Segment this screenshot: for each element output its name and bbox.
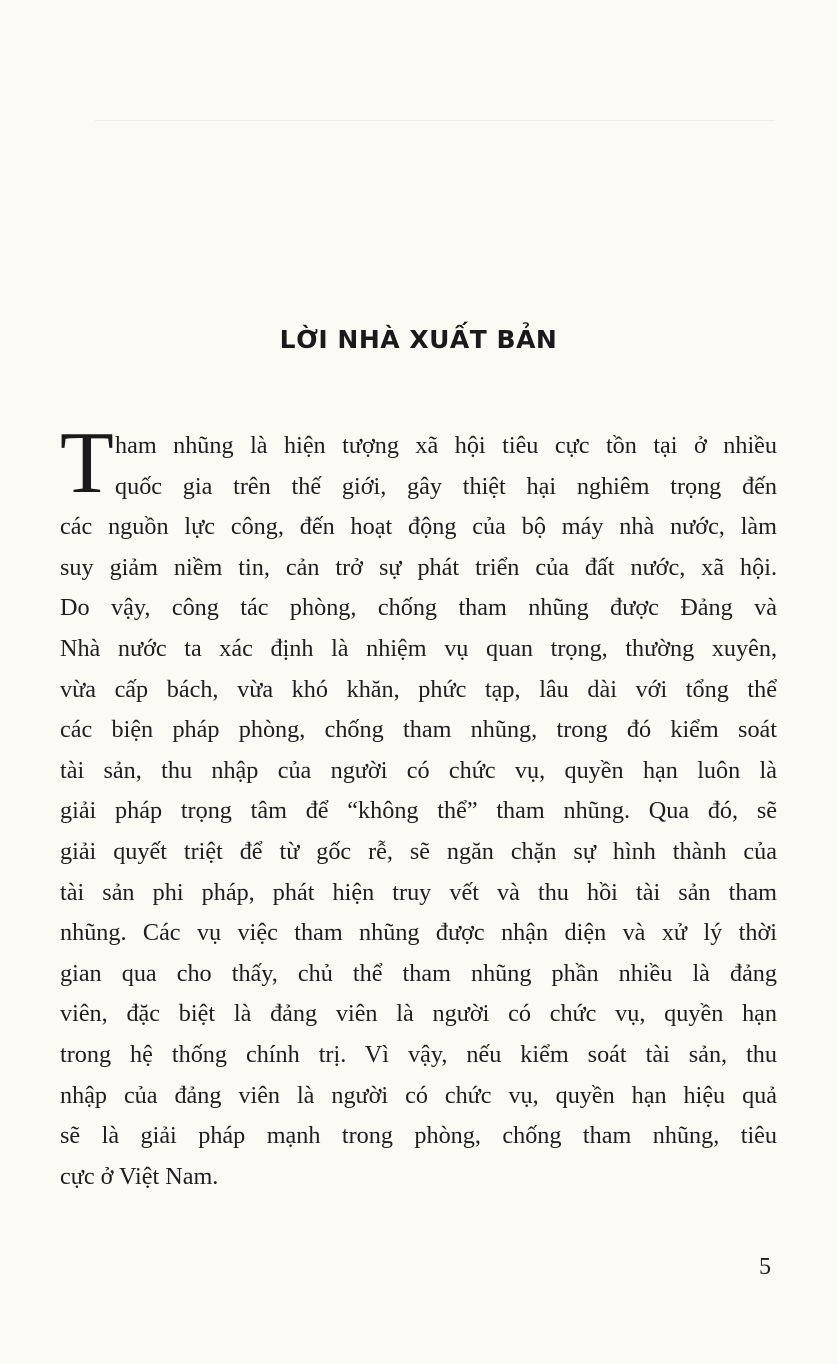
paragraph-line: các nguồn lực công, đến hoạt động của bộ máy nhà nước, làm [60,513,777,541]
page-number: 5 [759,1254,771,1280]
paragraph-line: tài sản, thu nhập của người có chức vụ, quyền hạn luôn là [60,756,777,784]
paragraph-line: cực ở Việt Nam. [60,1162,219,1190]
paragraph-line: các biện pháp phòng, chống tham nhũng, trong đó kiểm soát [60,716,777,744]
paragraph-line: nhập của đảng viên là người có chức vụ, quyền hạn hiệu quả [60,1081,777,1109]
paragraph-line: Do vậy, công tác phòng, chống tham nhũng được Đảng và [60,594,777,622]
paragraph-line: vừa cấp bách, vừa khó khăn, phức tạp, lâu dài với tổng thể [60,675,777,703]
paragraph-line: viên, đặc biệt là đảng viên là người có chức vụ, quyền hạn [60,1000,777,1028]
paragraph-line: ham nhũng là hiện tượng xã hội tiêu cực tồn tại ở nhiều [115,432,777,459]
page-title: LỜI NHÀ XUẤT BẢN [279,325,558,354]
body-paragraph [60,415,777,1197]
show-through-header-rule [95,120,775,121]
paragraph-line: tài sản phi pháp, phát hiện truy vết và thu hồi tài sản tham [60,878,777,906]
paragraph-line: gian qua cho thấy, chủ thể tham nhũng phần nhiều là đảng [60,959,777,987]
paragraph-line: sẽ là giải pháp mạnh trong phòng, chống tham nhũng, tiêu [60,1122,777,1150]
paragraph-line: suy giảm niềm tin, cản trở sự phát triển của đất nước, xã hội. [60,553,777,581]
paragraph-line: giải quyết triệt để từ gốc rễ, sẽ ngăn chặn sự hình thành của [60,837,777,865]
paragraph-line: quốc gia trên thế giới, gây thiệt hại nghiêm trọng đến [115,472,777,500]
drop-cap: T [60,415,114,512]
paragraph-line: giải pháp trọng tâm để “không thể” tham nhũng. Qua đó, sẽ [60,797,777,825]
paragraph-line: trong hệ thống chính trị. Vì vậy, nếu kiểm soát tài sản, thu [60,1040,777,1068]
paragraph-line: Nhà nước ta xác định là nhiệm vụ quan trọng, thường xuyên, [60,634,777,662]
paragraph-line: nhũng. Các vụ việc tham nhũng được nhận diện và xử lý thời [60,919,777,947]
